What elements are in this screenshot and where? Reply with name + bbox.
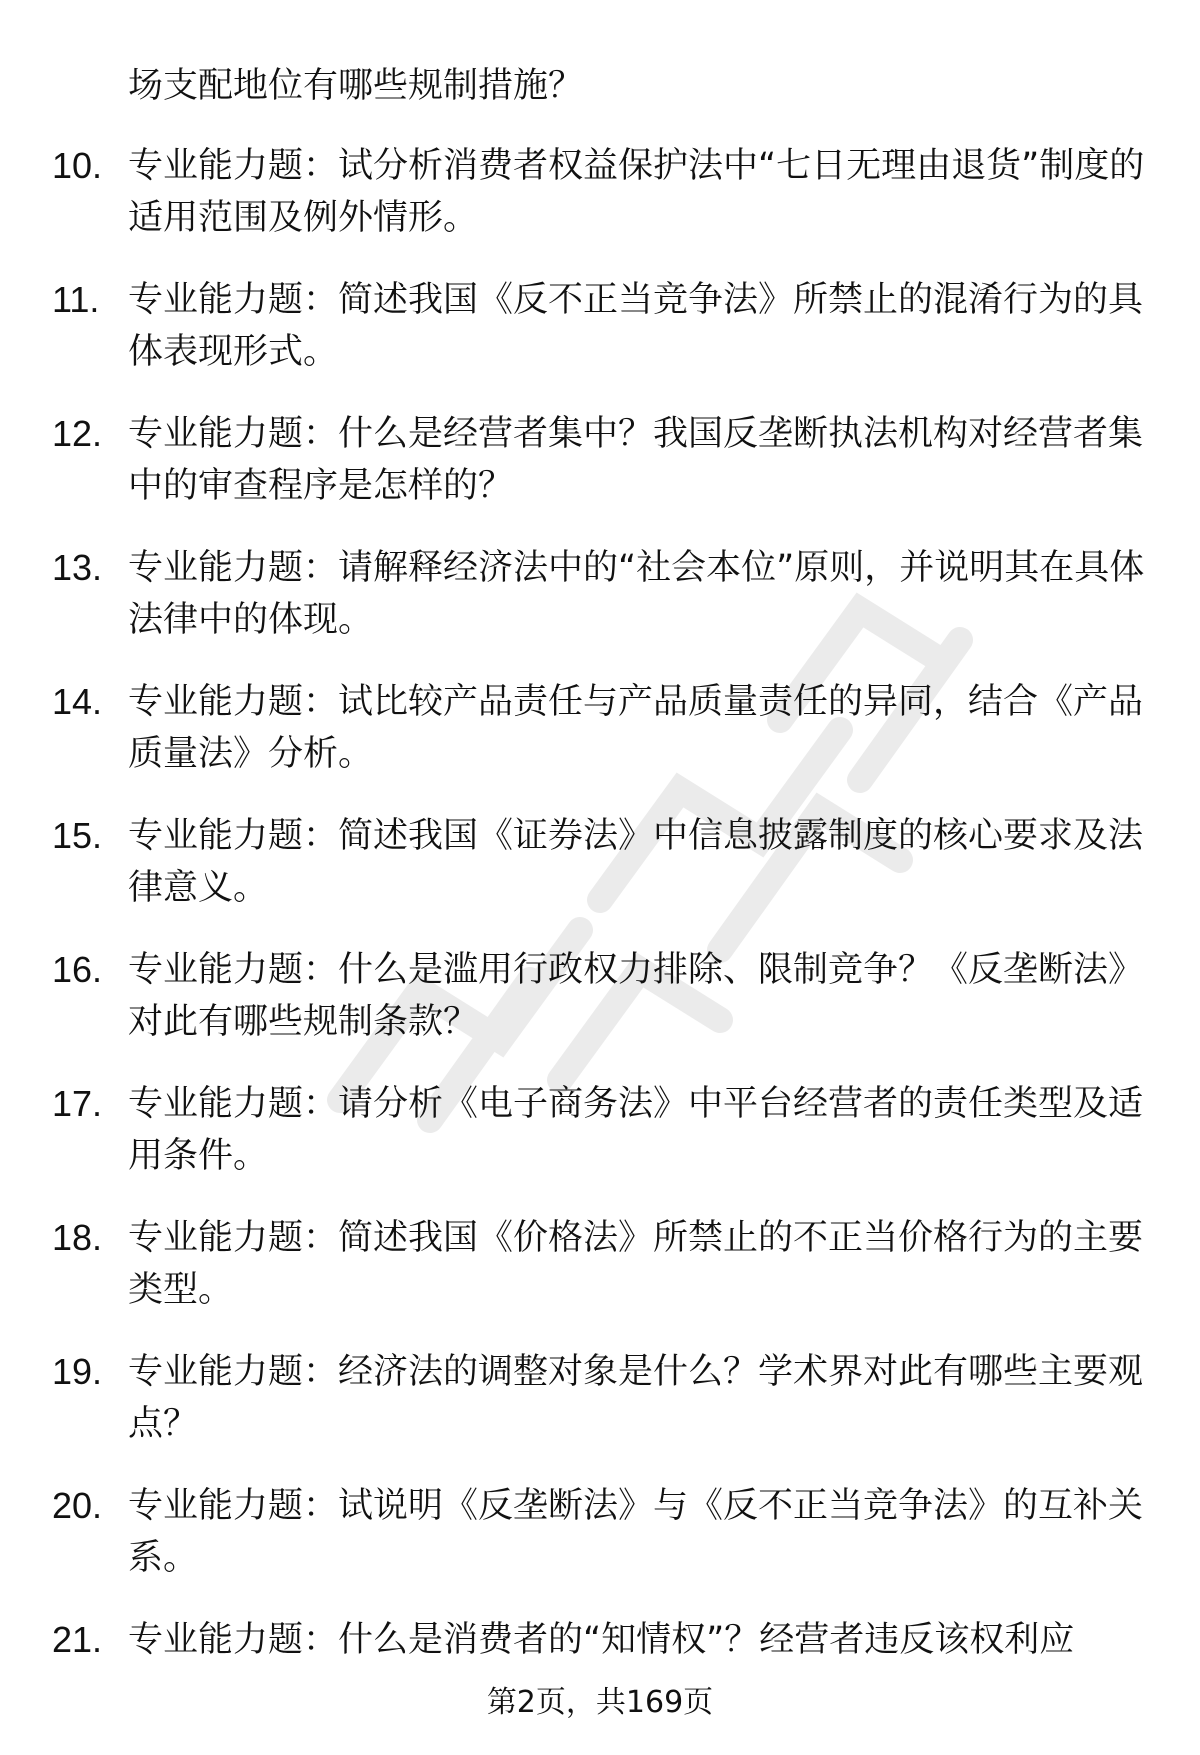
question-text: 专业能力题：试分析消费者权益保护法中“七日无理由退货”制度的适用范围及例外情形。 [128, 146, 1145, 238]
question-text: 专业能力题：经济法的调整对象是什么？学术界对此有哪些主要观点？ [128, 1352, 1144, 1444]
question-item [52, 140, 1152, 244]
question-number: 17. [52, 1083, 103, 1124]
question-text: 专业能力题：试比较产品责任与产品质量责任的异同，结合《产品质量法》分析。 [128, 682, 1144, 774]
question-text: 专业能力题：简述我国《价格法》所禁止的不正当价格行为的主要类型。 [128, 1218, 1144, 1310]
page-footer: 第2页，共169页 [486, 1685, 714, 1720]
question-number: 10. [52, 145, 103, 186]
question-number: 11. [52, 279, 100, 320]
question-number: 16. [52, 949, 103, 990]
question-list [52, 140, 1152, 1696]
question-item [52, 1078, 1152, 1182]
question-number: 19. [52, 1351, 103, 1392]
question-item [52, 1212, 1152, 1316]
question-item [52, 1614, 1152, 1666]
question-number: 13. [52, 547, 103, 588]
question-number: 15. [52, 815, 103, 856]
question-text: 专业能力题：简述我国《证券法》中信息披露制度的核心要求及法律意义。 [128, 816, 1144, 908]
question-text: 专业能力题：请解释经济法中的“社会本位”原则，并说明其在具体法律中的体现。 [128, 548, 1145, 640]
question-number: 18. [52, 1217, 103, 1258]
question-item [52, 274, 1152, 378]
question-item [52, 676, 1152, 780]
question-item [52, 542, 1152, 646]
question-number: 20. [52, 1485, 103, 1526]
question-item [52, 810, 1152, 914]
question-item [52, 408, 1152, 512]
continuation-line: 场支配地位有哪些规制措施？ [128, 66, 584, 106]
question-text: 专业能力题：简述我国《反不正当竞争法》所禁止的混淆行为的具体表现形式。 [128, 280, 1144, 372]
question-text: 专业能力题：什么是消费者的“知情权”？经营者违反该权利应 [128, 1620, 1075, 1660]
question-item [52, 1346, 1152, 1450]
question-text: 专业能力题：试说明《反垄断法》与《反不正当竞争法》的互补关系。 [128, 1486, 1144, 1578]
question-number: 14. [52, 681, 103, 722]
question-text: 专业能力题：请分析《电子商务法》中平台经营者的责任类型及适用条件。 [128, 1084, 1144, 1176]
question-number: 12. [52, 413, 103, 454]
question-item [52, 1480, 1152, 1584]
question-item [52, 944, 1152, 1048]
question-number: 21. [52, 1619, 103, 1660]
question-text: 专业能力题：什么是经营者集中？我国反垄断执法机构对经营者集中的审查程序是怎样的？ [128, 414, 1144, 506]
question-text: 专业能力题：什么是滥用行政权力排除、限制竞争？《反垄断法》对此有哪些规制条款？ [128, 950, 1144, 1042]
